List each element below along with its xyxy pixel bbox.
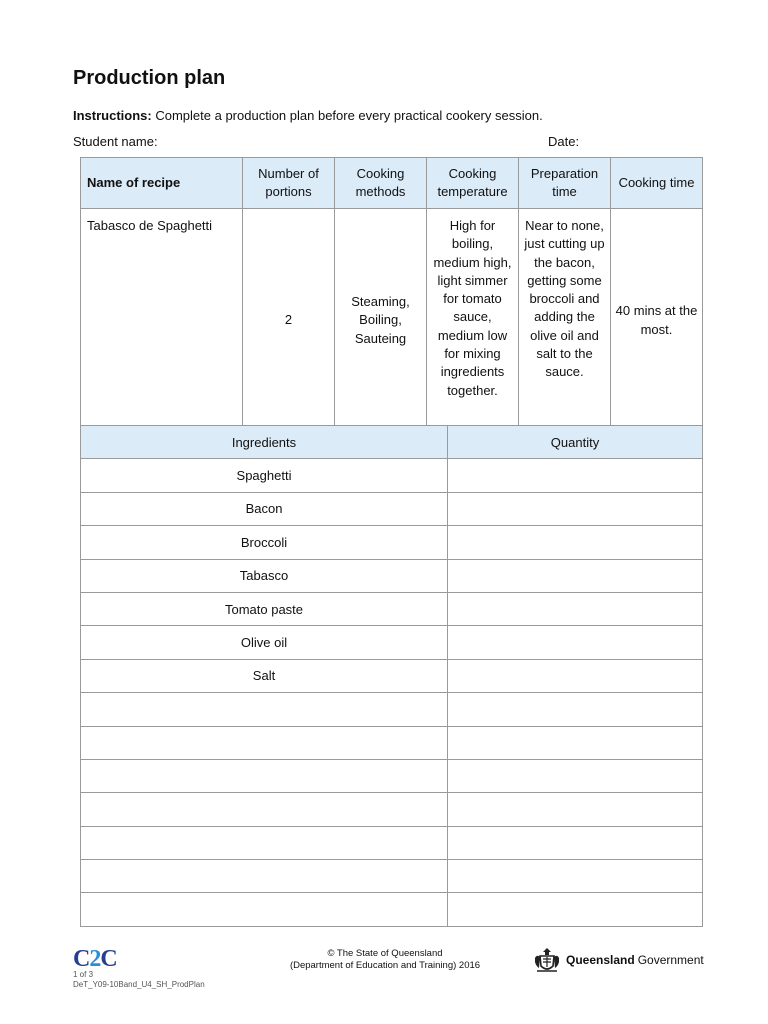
cooking-temperature-cell[interactable]: High for boiling, medium high, light simmer for tomato sauce, medium low for mixing ingredients together. [427,209,519,433]
quantity-cell[interactable] [448,526,703,559]
recipe-name-cell[interactable]: Tabasco de Spaghetti [81,209,243,433]
ingredient-cell[interactable] [81,860,448,893]
page-title: Production plan [73,67,226,89]
government-wordmark: Government [637,953,704,967]
ingredient-cell[interactable]: Tabasco [81,559,448,592]
quantity-cell[interactable] [448,860,703,893]
header-ingredients: Ingredients [81,426,448,459]
quantity-cell[interactable] [448,726,703,759]
cooking-time-cell[interactable]: 40 mins at the most. [611,209,703,433]
quantity-cell[interactable] [448,592,703,625]
plan-header-row [81,158,703,209]
quantity-cell[interactable] [448,826,703,859]
ingredient-row [81,459,703,492]
quantity-cell[interactable] [448,459,703,492]
quantity-cell[interactable] [448,893,703,926]
queensland-government-logo [532,946,704,974]
instructions-label: Instructions: [73,108,152,123]
ingredient-row [81,592,703,625]
ingredient-row [81,793,703,826]
cooking-methods-cell[interactable]: Steaming, Boiling, Sauteing [335,209,427,433]
copyright-line-2: (Department of Education and Training) 2016 [289,960,481,971]
student-name-label: Student name: [73,134,158,149]
header-cooking-methods: Cooking methods [335,158,427,209]
ingredient-row [81,726,703,759]
quantity-cell[interactable] [448,759,703,792]
header-number-of-portions: Number of portions [243,158,335,209]
ingredient-cell[interactable] [81,826,448,859]
ingredient-row [81,860,703,893]
copyright-line-1: © The State of Queensland [327,948,443,959]
ingredients-header-row [81,426,703,459]
ingredient-row [81,826,703,859]
ingredient-row [81,626,703,659]
portions-cell[interactable]: 2 [243,209,335,433]
header-name-of-recipe: Name of recipe [81,158,243,209]
header-preparation-time: Preparation time [519,158,611,209]
quantity-cell[interactable] [448,659,703,692]
copyright-notice [270,948,500,972]
quantity-cell[interactable] [448,626,703,659]
header-quantity: Quantity [448,426,703,459]
ingredient-cell[interactable] [81,793,448,826]
plan-row [81,209,703,433]
production-plan-table [80,157,703,433]
ingredients-table [80,425,703,927]
ingredient-row [81,893,703,926]
instructions [73,108,543,123]
ingredient-cell[interactable]: Spaghetti [81,459,448,492]
ingredient-cell[interactable] [81,759,448,792]
ingredient-row [81,492,703,525]
header-cooking-temperature: Cooking temperature [427,158,519,209]
preparation-time-cell[interactable]: Near to none, just cutting up the bacon, getting some broccoli and adding the olive oil and salt to the sauce. [519,209,611,433]
quantity-cell[interactable] [448,559,703,592]
ingredient-row [81,759,703,792]
document-code: DeT_Y09-10Band_U4_SH_ProdPlan [73,980,205,989]
ingredient-cell[interactable]: Salt [81,659,448,692]
ingredient-cell[interactable] [81,726,448,759]
ingredient-cell[interactable]: Bacon [81,492,448,525]
ingredient-cell[interactable] [81,893,448,926]
ingredient-cell[interactable]: Tomato paste [81,592,448,625]
page-number: 1 of 3 [73,970,94,979]
ingredient-cell[interactable]: Olive oil [81,626,448,659]
quantity-cell[interactable] [448,693,703,726]
queensland-wordmark: Queensland [566,953,635,967]
quantity-cell[interactable] [448,492,703,525]
ingredient-row [81,559,703,592]
date-label: Date: [548,134,580,149]
ingredient-row [81,693,703,726]
c2c-logo: C2C [73,946,117,972]
ingredient-row [81,659,703,692]
quantity-cell[interactable] [448,793,703,826]
ingredient-cell[interactable] [81,693,448,726]
header-cooking-time: Cooking time [611,158,703,209]
instructions-text: Complete a production plan before every practical cookery session. [155,108,543,123]
ingredient-cell[interactable]: Broccoli [81,526,448,559]
ingredient-row [81,526,703,559]
queensland-crest-icon [532,946,562,974]
